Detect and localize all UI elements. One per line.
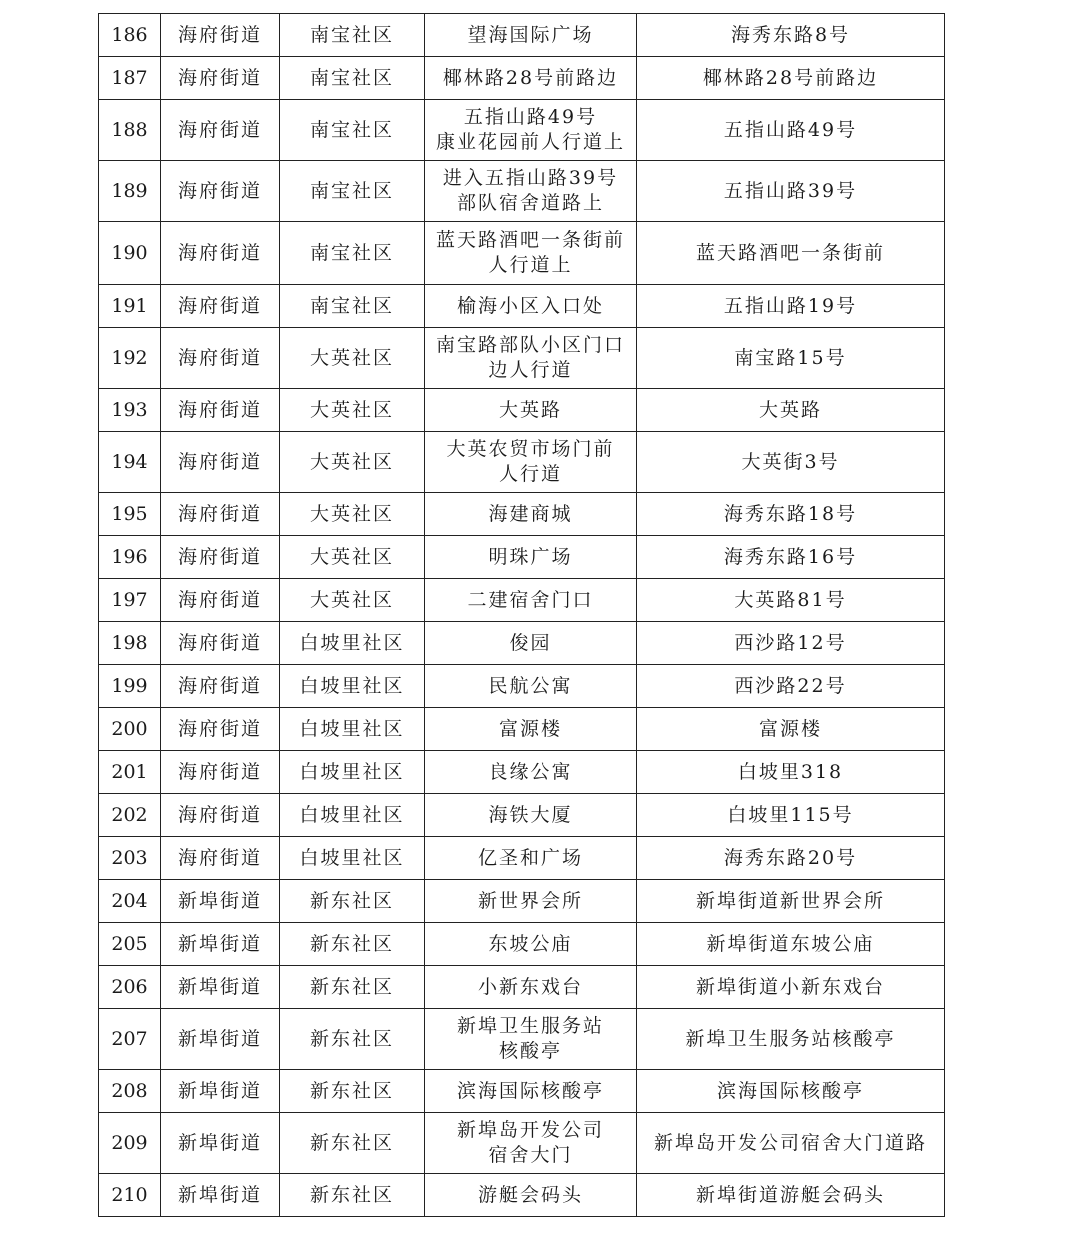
- site-cell: [425, 966, 637, 1009]
- table-row: [99, 389, 945, 432]
- site-cell: [425, 1174, 637, 1217]
- row-number: 202: [99, 794, 161, 837]
- row-number: 208: [99, 1070, 161, 1113]
- site-text: 二建宿舍门口: [467, 588, 594, 611]
- street-cell: 海府街道: [161, 622, 280, 665]
- row-number: 195: [99, 493, 161, 536]
- community-cell: 南宝社区: [280, 285, 425, 328]
- site-text: 富源楼: [498, 717, 562, 740]
- table-row: [99, 1113, 945, 1174]
- site-text: 望海国际广场: [467, 23, 594, 46]
- community-cell: 南宝社区: [280, 57, 425, 100]
- site-text: 海铁大厦: [488, 803, 573, 826]
- table-row: [99, 1174, 945, 1217]
- site-cell: [425, 432, 637, 493]
- site-text: 良缘公寓: [488, 760, 573, 783]
- street-cell: 海府街道: [161, 493, 280, 536]
- address-cell: 西沙路12号: [637, 622, 945, 665]
- row-number: 190: [99, 222, 161, 285]
- address-cell: 滨海国际核酸亭: [637, 1070, 945, 1113]
- address-cell: 蓝天路酒吧一条街前: [637, 222, 945, 285]
- row-number: 197: [99, 579, 161, 622]
- row-number: 200: [99, 708, 161, 751]
- site-text: 明珠广场: [488, 545, 573, 568]
- community-cell: 新东社区: [280, 1009, 425, 1070]
- address-cell: 五指山路39号: [637, 161, 945, 222]
- street-cell: 新埠街道: [161, 1174, 280, 1217]
- community-cell: 新东社区: [280, 1070, 425, 1113]
- site-cell: [425, 1009, 637, 1070]
- community-cell: 大英社区: [280, 432, 425, 493]
- street-cell: 海府街道: [161, 708, 280, 751]
- table-row: [99, 285, 945, 328]
- address-cell: 新埠岛开发公司宿舍大门道路: [637, 1113, 945, 1174]
- row-number: 188: [99, 100, 161, 161]
- site-text: 蓝天路酒吧一条街前 人行道上: [435, 229, 625, 276]
- site-cell: [425, 794, 637, 837]
- street-cell: 海府街道: [161, 222, 280, 285]
- community-cell: 白坡里社区: [280, 665, 425, 708]
- street-cell: 新埠街道: [161, 923, 280, 966]
- row-number: 192: [99, 328, 161, 389]
- site-cell: [425, 751, 637, 794]
- table-row: [99, 328, 945, 389]
- community-cell: 白坡里社区: [280, 708, 425, 751]
- address-cell: 大英街3号: [637, 432, 945, 493]
- site-cell: [425, 493, 637, 536]
- table-row: [99, 622, 945, 665]
- site-text: 亿圣和广场: [477, 846, 583, 869]
- address-cell: 五指山路49号: [637, 100, 945, 161]
- row-number: 194: [99, 432, 161, 493]
- street-cell: 海府街道: [161, 579, 280, 622]
- row-number: 207: [99, 1009, 161, 1070]
- row-number: 199: [99, 665, 161, 708]
- street-cell: 海府街道: [161, 665, 280, 708]
- address-cell: 西沙路22号: [637, 665, 945, 708]
- site-cell: [425, 14, 637, 57]
- community-cell: 南宝社区: [280, 14, 425, 57]
- street-cell: 海府街道: [161, 837, 280, 880]
- address-cell: 椰林路28号前路边: [637, 57, 945, 100]
- table-row: [99, 1009, 945, 1070]
- street-cell: 海府街道: [161, 751, 280, 794]
- table-row: [99, 837, 945, 880]
- row-number: 198: [99, 622, 161, 665]
- site-text: 民航公寓: [488, 674, 573, 697]
- address-cell: 富源楼: [637, 708, 945, 751]
- site-text: 东坡公庙: [488, 932, 573, 955]
- table-row: [99, 57, 945, 100]
- row-number: 189: [99, 161, 161, 222]
- site-text: 海建商城: [488, 502, 573, 525]
- site-text: 游艇会码头: [477, 1183, 583, 1206]
- table-row: [99, 966, 945, 1009]
- street-cell: 海府街道: [161, 100, 280, 161]
- site-text: 南宝路部队小区门口 边人行道: [435, 334, 625, 381]
- site-text: 大英路: [498, 398, 562, 421]
- community-cell: 大英社区: [280, 579, 425, 622]
- table-row: [99, 493, 945, 536]
- table-row: [99, 14, 945, 57]
- community-cell: 新东社区: [280, 923, 425, 966]
- address-cell: 大英路: [637, 389, 945, 432]
- row-number: 204: [99, 880, 161, 923]
- street-cell: 新埠街道: [161, 1070, 280, 1113]
- row-number: 206: [99, 966, 161, 1009]
- site-cell: [425, 222, 637, 285]
- address-cell: 新埠街道小新东戏台: [637, 966, 945, 1009]
- community-cell: 新东社区: [280, 880, 425, 923]
- address-cell: 白坡里115号: [637, 794, 945, 837]
- site-text: 榆海小区入口处: [456, 294, 604, 317]
- site-cell: [425, 880, 637, 923]
- site-text: 五指山路49号 康业花园前人行道上: [435, 106, 625, 153]
- community-cell: 白坡里社区: [280, 622, 425, 665]
- site-cell: [425, 579, 637, 622]
- community-cell: 大英社区: [280, 389, 425, 432]
- community-cell: 南宝社区: [280, 161, 425, 222]
- site-text: 小新东戏台: [477, 975, 583, 998]
- row-number: 203: [99, 837, 161, 880]
- row-number: 186: [99, 14, 161, 57]
- row-number: 210: [99, 1174, 161, 1217]
- site-cell: [425, 389, 637, 432]
- site-text: 新埠卫生服务站 核酸亭: [456, 1015, 604, 1062]
- site-cell: [425, 837, 637, 880]
- row-number: 187: [99, 57, 161, 100]
- street-cell: 新埠街道: [161, 1113, 280, 1174]
- site-cell: [425, 57, 637, 100]
- community-cell: 新东社区: [280, 1174, 425, 1217]
- street-cell: 海府街道: [161, 536, 280, 579]
- community-cell: 新东社区: [280, 1113, 425, 1174]
- street-cell: 新埠街道: [161, 1009, 280, 1070]
- site-text: 椰林路28号前路边: [442, 66, 619, 89]
- street-cell: 海府街道: [161, 57, 280, 100]
- row-number: 191: [99, 285, 161, 328]
- site-text: 俊园: [509, 631, 552, 654]
- site-cell: [425, 100, 637, 161]
- street-cell: 海府街道: [161, 432, 280, 493]
- table-row: [99, 100, 945, 161]
- site-cell: [425, 328, 637, 389]
- street-cell: 新埠街道: [161, 880, 280, 923]
- site-text: 进入五指山路39号 部队宿舍道路上: [442, 167, 619, 214]
- site-cell: [425, 665, 637, 708]
- row-number: 196: [99, 536, 161, 579]
- site-cell: [425, 1113, 637, 1174]
- address-cell: 海秀东路18号: [637, 493, 945, 536]
- address-cell: 新埠街道东坡公庙: [637, 923, 945, 966]
- site-text: 大英农贸市场门前 人行道: [446, 438, 615, 485]
- address-cell: 新埠街道新世界会所: [637, 880, 945, 923]
- address-cell: 新埠街道游艇会码头: [637, 1174, 945, 1217]
- table-row: [99, 751, 945, 794]
- table-row: [99, 665, 945, 708]
- street-cell: 海府街道: [161, 14, 280, 57]
- site-cell: [425, 285, 637, 328]
- row-number: 201: [99, 751, 161, 794]
- table-row: [99, 432, 945, 493]
- street-cell: 海府街道: [161, 161, 280, 222]
- row-number: 205: [99, 923, 161, 966]
- testing-sites-table: [98, 13, 945, 1217]
- table-row: [99, 794, 945, 837]
- community-cell: 南宝社区: [280, 100, 425, 161]
- community-cell: 白坡里社区: [280, 837, 425, 880]
- community-cell: 白坡里社区: [280, 794, 425, 837]
- site-text: 滨海国际核酸亭: [456, 1079, 604, 1102]
- community-cell: 白坡里社区: [280, 751, 425, 794]
- table-row: [99, 579, 945, 622]
- site-cell: [425, 1070, 637, 1113]
- site-cell: [425, 161, 637, 222]
- site-cell: [425, 708, 637, 751]
- address-cell: 新埠卫生服务站核酸亭: [637, 1009, 945, 1070]
- table-row: [99, 880, 945, 923]
- table-row: [99, 708, 945, 751]
- table-row: [99, 222, 945, 285]
- street-cell: 海府街道: [161, 285, 280, 328]
- street-cell: 海府街道: [161, 389, 280, 432]
- address-cell: 海秀东路20号: [637, 837, 945, 880]
- community-cell: 大英社区: [280, 536, 425, 579]
- site-cell: [425, 622, 637, 665]
- table-row: [99, 536, 945, 579]
- community-cell: 新东社区: [280, 966, 425, 1009]
- row-number: 209: [99, 1113, 161, 1174]
- community-cell: 南宝社区: [280, 222, 425, 285]
- row-number: 193: [99, 389, 161, 432]
- community-cell: 大英社区: [280, 493, 425, 536]
- address-cell: 海秀东路16号: [637, 536, 945, 579]
- address-cell: 海秀东路8号: [637, 14, 945, 57]
- table-row: [99, 1070, 945, 1113]
- street-cell: 新埠街道: [161, 966, 280, 1009]
- address-cell: 五指山路19号: [637, 285, 945, 328]
- street-cell: 海府街道: [161, 328, 280, 389]
- site-cell: [425, 923, 637, 966]
- community-cell: 大英社区: [280, 328, 425, 389]
- address-cell: 南宝路15号: [637, 328, 945, 389]
- site-cell: [425, 536, 637, 579]
- site-text: 新埠岛开发公司 宿舍大门: [456, 1119, 604, 1166]
- table-row: [99, 161, 945, 222]
- table-row: [99, 923, 945, 966]
- address-cell: 白坡里318: [637, 751, 945, 794]
- site-text: 新世界会所: [477, 889, 583, 912]
- street-cell: 海府街道: [161, 794, 280, 837]
- address-cell: 大英路81号: [637, 579, 945, 622]
